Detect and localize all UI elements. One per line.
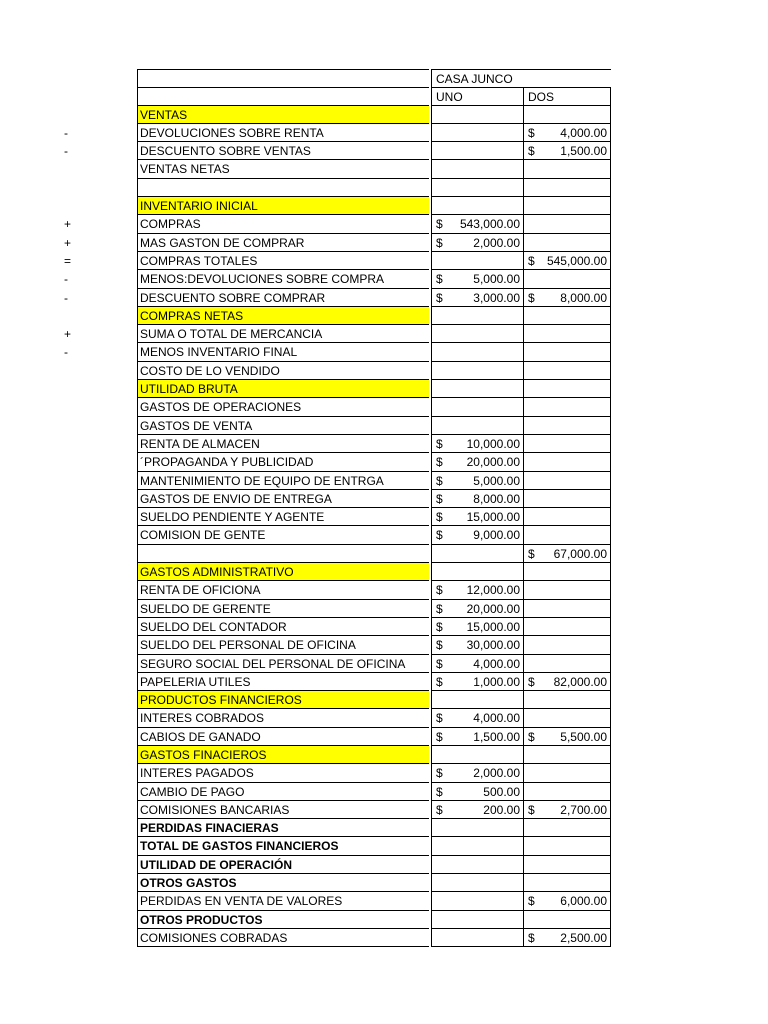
- row-dos-cell[interactable]: [523, 746, 611, 764]
- row-label-cell[interactable]: INVENTARIO INICIAL: [137, 197, 429, 215]
- table-row: [64, 234, 612, 252]
- row-label-cell[interactable]: CABIOS DE GANADO: [137, 728, 429, 746]
- column-header-dos[interactable]: [523, 87, 611, 105]
- row-uno-cell[interactable]: [431, 270, 523, 288]
- table-row: [64, 746, 612, 764]
- row-dos-cell[interactable]: [523, 179, 611, 197]
- currency-symbol: $: [528, 546, 535, 561]
- currency-symbol: $: [436, 436, 443, 451]
- table-row: [64, 325, 612, 343]
- row-uno-cell[interactable]: [431, 179, 523, 197]
- row-label-cell[interactable]: [137, 179, 429, 197]
- table-row: [64, 581, 612, 599]
- amount-value: 9,000.00: [473, 528, 520, 543]
- amount-value: 82,000.00: [553, 674, 607, 689]
- row-label-cell[interactable]: DEVOLUCIONES SOBRE RENTA: [137, 124, 429, 142]
- amount-value: 1,500.00: [473, 729, 520, 744]
- row-uno-cell[interactable]: [431, 545, 523, 563]
- amount-value: 4,000.00: [560, 125, 607, 140]
- currency-symbol: $: [436, 656, 443, 671]
- row-dos-cell[interactable]: [523, 215, 611, 233]
- row-uno-cell[interactable]: [431, 874, 523, 892]
- currency-symbol: $: [436, 272, 443, 287]
- table-row: [64, 435, 612, 453]
- row-dos-cell[interactable]: [523, 398, 611, 416]
- row-uno-cell[interactable]: [431, 837, 523, 855]
- row-label-cell[interactable]: PAPELERIA UTILES: [137, 673, 429, 691]
- table-row: [64, 764, 612, 782]
- amount-value: 10,000.00: [466, 436, 520, 451]
- row-uno-cell[interactable]: [431, 435, 523, 453]
- table-row: [64, 289, 612, 307]
- table-row: [64, 783, 612, 801]
- row-dos-cell[interactable]: [523, 472, 611, 490]
- row-uno-cell[interactable]: [431, 343, 523, 361]
- row-dos-cell[interactable]: [523, 252, 611, 270]
- currency-symbol: $: [436, 619, 443, 634]
- amount-value: 12,000.00: [466, 583, 520, 598]
- currency-symbol: $: [436, 638, 443, 653]
- row-label-cell[interactable]: DESCUENTO SOBRE VENTAS: [137, 142, 429, 160]
- currency-symbol: $: [436, 510, 443, 525]
- row-uno-cell[interactable]: [431, 160, 523, 178]
- row-dos-cell[interactable]: [523, 526, 611, 544]
- row-label-cell[interactable]: COMISIONES COBRADAS: [137, 929, 429, 947]
- row-sign: -: [64, 125, 68, 140]
- row-dos-cell[interactable]: [523, 307, 611, 325]
- row-dos-cell[interactable]: [523, 234, 611, 252]
- table-row: [64, 490, 612, 508]
- table-row: [64, 343, 612, 361]
- table-row: [64, 911, 612, 929]
- table-row: [64, 124, 612, 142]
- row-dos-cell[interactable]: [523, 362, 611, 380]
- table-row: [64, 618, 612, 636]
- currency-symbol: $: [436, 583, 443, 598]
- amount-value: 500.00: [483, 784, 520, 799]
- row-dos-cell[interactable]: [523, 545, 611, 563]
- row-label-cell[interactable]: OTROS PRODUCTOS: [137, 911, 429, 929]
- row-sign: -: [64, 345, 68, 360]
- row-label-cell[interactable]: PRODUCTOS FINANCIEROS: [137, 691, 429, 709]
- table-row: [64, 270, 612, 288]
- row-dos-cell[interactable]: [523, 197, 611, 215]
- amount-value: 67,000.00: [553, 546, 607, 561]
- row-label-cell[interactable]: COMPRAS: [137, 215, 429, 233]
- amount-value: 1,000.00: [473, 674, 520, 689]
- company-title: CASA JUNCO: [436, 72, 513, 86]
- row-dos-cell[interactable]: [523, 106, 611, 124]
- amount-value: 4,000.00: [473, 711, 520, 726]
- row-label-cell[interactable]: GASTOS DE VENTA: [137, 417, 429, 435]
- header-title-row: [64, 69, 612, 87]
- table-row: [64, 837, 612, 855]
- row-sign: -: [64, 290, 68, 305]
- amount-value: 543,000.00: [459, 217, 520, 232]
- amount-value: 5,500.00: [560, 729, 607, 744]
- row-dos-cell[interactable]: [523, 435, 611, 453]
- currency-symbol: $: [436, 711, 443, 726]
- row-uno-cell[interactable]: [431, 636, 523, 654]
- row-label-cell[interactable]: DESCUENTO SOBRE COMPRAR: [137, 289, 429, 307]
- table-row: [64, 728, 612, 746]
- row-sign: +: [64, 235, 72, 250]
- table-row: [64, 472, 612, 490]
- row-uno-cell[interactable]: [431, 325, 523, 343]
- currency-symbol: $: [528, 290, 535, 305]
- row-label-cell[interactable]: ´PROPAGANDA Y PUBLICIDAD: [137, 453, 429, 471]
- row-label-cell[interactable]: TOTAL DE GASTOS FINANCIEROS: [137, 837, 429, 855]
- amount-value: 1,500.00: [560, 144, 607, 159]
- row-dos-cell[interactable]: [523, 856, 611, 874]
- amount-value: 200.00: [483, 802, 520, 817]
- amount-value: 20,000.00: [466, 455, 520, 470]
- row-uno-cell[interactable]: [431, 581, 523, 599]
- row-uno-cell[interactable]: [431, 746, 523, 764]
- header-columns-row: [64, 87, 612, 105]
- row-uno-cell[interactable]: [431, 142, 523, 160]
- amount-value: 8,000.00: [560, 290, 607, 305]
- row-label-cell[interactable]: [137, 545, 429, 563]
- table-row: [64, 709, 612, 727]
- row-dos-cell[interactable]: [523, 380, 611, 398]
- table-row: [64, 655, 612, 673]
- row-label-cell[interactable]: MANTENIMIENTO DE EQUIPO DE ENTRGA: [137, 472, 429, 490]
- table-row: [64, 874, 612, 892]
- row-label-cell[interactable]: SUELDO DEL PERSONAL DE OFICINA: [137, 636, 429, 654]
- row-dos-cell[interactable]: [523, 911, 611, 929]
- amount-value: 5,000.00: [473, 473, 520, 488]
- row-label-cell[interactable]: MENOS:DEVOLUCIONES SOBRE COMPRA: [137, 270, 429, 288]
- table-row: [64, 453, 612, 471]
- row-uno-cell[interactable]: [431, 929, 523, 947]
- table-row: [64, 179, 612, 197]
- amount-value: 2,000.00: [473, 235, 520, 250]
- amount-value: 8,000.00: [473, 491, 520, 506]
- row-dos-cell[interactable]: [523, 289, 611, 307]
- row-label-cell[interactable]: SEGURO SOCIAL DEL PERSONAL DE OFICINA: [137, 655, 429, 673]
- row-label-cell[interactable]: COMISION DE GENTE: [137, 526, 429, 544]
- currency-symbol: $: [436, 601, 443, 616]
- table-row: [64, 252, 612, 270]
- currency-symbol: $: [436, 235, 443, 250]
- row-uno-cell[interactable]: [431, 289, 523, 307]
- table-row: [64, 508, 612, 526]
- row-dos-cell[interactable]: [523, 270, 611, 288]
- table-row: [64, 892, 612, 910]
- row-uno-cell[interactable]: [431, 380, 523, 398]
- row-dos-cell[interactable]: [523, 655, 611, 673]
- row-label-cell[interactable]: SUELDO DE GERENTE: [137, 600, 429, 618]
- row-label-cell[interactable]: GASTOS DE OPERACIONES: [137, 398, 429, 416]
- row-label-cell[interactable]: COMPRAS NETAS: [137, 307, 429, 325]
- row-uno-cell[interactable]: [431, 106, 523, 124]
- row-sign: =: [64, 253, 72, 268]
- table-row: [64, 801, 612, 819]
- currency-symbol: $: [528, 894, 535, 909]
- row-dos-cell[interactable]: [523, 142, 611, 160]
- row-dos-cell[interactable]: [523, 929, 611, 947]
- amount-value: 2,500.00: [560, 930, 607, 945]
- row-uno-cell[interactable]: [431, 892, 523, 910]
- currency-symbol: $: [436, 766, 443, 781]
- column-header-uno[interactable]: [431, 87, 523, 105]
- table-row: [64, 362, 612, 380]
- currency-symbol: $: [436, 455, 443, 470]
- row-dos-cell[interactable]: [523, 874, 611, 892]
- row-uno-cell[interactable]: [431, 307, 523, 325]
- table-row: [64, 160, 612, 178]
- row-uno-cell[interactable]: [431, 819, 523, 837]
- row-uno-cell[interactable]: [431, 252, 523, 270]
- table-row: [64, 398, 612, 416]
- header-title-cell-2[interactable]: [523, 69, 611, 87]
- row-label-cell[interactable]: UTILIDAD BRUTA: [137, 380, 429, 398]
- row-label-cell[interactable]: GASTOS DE ENVIO DE ENTREGA: [137, 490, 429, 508]
- currency-symbol: $: [528, 674, 535, 689]
- row-uno-cell[interactable]: [431, 563, 523, 581]
- row-dos-cell[interactable]: [523, 490, 611, 508]
- row-uno-cell[interactable]: [431, 728, 523, 746]
- row-label-cell[interactable]: COMPRAS TOTALES: [137, 252, 429, 270]
- income-statement-table: [64, 69, 612, 947]
- table-row: [64, 673, 612, 691]
- amount-value: 2,000.00: [473, 766, 520, 781]
- row-label-cell[interactable]: COSTO DE LO VENDIDO: [137, 362, 429, 380]
- amount-value: 2,700.00: [560, 802, 607, 817]
- table-row: [64, 307, 612, 325]
- row-dos-cell[interactable]: [523, 581, 611, 599]
- row-sign: -: [64, 272, 68, 287]
- row-dos-cell[interactable]: [523, 783, 611, 801]
- row-uno-cell[interactable]: [431, 801, 523, 819]
- row-uno-cell[interactable]: [431, 709, 523, 727]
- currency-symbol: $: [528, 729, 535, 744]
- row-uno-cell[interactable]: [431, 124, 523, 142]
- row-uno-cell[interactable]: [431, 362, 523, 380]
- row-uno-cell[interactable]: [431, 764, 523, 782]
- row-uno-cell[interactable]: [431, 490, 523, 508]
- table-row: [64, 636, 612, 654]
- row-dos-cell[interactable]: [523, 325, 611, 343]
- row-uno-cell[interactable]: [431, 600, 523, 618]
- table-row: [64, 215, 612, 233]
- row-label-cell[interactable]: PERDIDAS EN VENTA DE VALORES: [137, 892, 429, 910]
- amount-value: 20,000.00: [466, 601, 520, 616]
- row-uno-cell[interactable]: [431, 783, 523, 801]
- table-row: [64, 929, 612, 947]
- currency-symbol: $: [436, 217, 443, 232]
- row-label-cell[interactable]: SUELDO DEL CONTADOR: [137, 618, 429, 636]
- table-row: [64, 142, 612, 160]
- row-uno-cell[interactable]: [431, 655, 523, 673]
- table-row: [64, 819, 612, 837]
- row-sign: -: [64, 144, 68, 159]
- row-label-cell[interactable]: VENTAS NETAS: [137, 160, 429, 178]
- amount-value: 4,000.00: [473, 656, 520, 671]
- column-header-uno-text: UNO: [436, 90, 463, 105]
- currency-symbol: $: [528, 802, 535, 817]
- currency-symbol: $: [528, 253, 535, 268]
- row-label-cell[interactable]: COMISIONES BANCARIAS: [137, 801, 429, 819]
- table-row: [64, 691, 612, 709]
- row-uno-cell[interactable]: [431, 911, 523, 929]
- row-dos-cell[interactable]: [523, 563, 611, 581]
- row-label-cell[interactable]: MENOS INVENTARIO FINAL: [137, 343, 429, 361]
- row-label-cell[interactable]: GASTOS ADMINISTRATIVO: [137, 563, 429, 581]
- row-dos-cell[interactable]: [523, 600, 611, 618]
- row-dos-cell[interactable]: [523, 618, 611, 636]
- amount-value: 15,000.00: [466, 619, 520, 634]
- table-row: [64, 600, 612, 618]
- column-header-dos-text: DOS: [528, 90, 555, 105]
- table-row: [64, 545, 612, 563]
- row-dos-cell[interactable]: [523, 801, 611, 819]
- row-dos-cell[interactable]: [523, 124, 611, 142]
- row-label-cell[interactable]: INTERES PAGADOS: [137, 764, 429, 782]
- row-label-cell[interactable]: RENTA DE ALMACEN: [137, 435, 429, 453]
- header-label-cell[interactable]: [137, 69, 429, 87]
- amount-value: 6,000.00: [560, 894, 607, 909]
- row-dos-cell[interactable]: [523, 892, 611, 910]
- currency-symbol: $: [436, 528, 443, 543]
- row-dos-cell[interactable]: [523, 764, 611, 782]
- row-dos-cell[interactable]: [523, 160, 611, 178]
- header-title-cell[interactable]: [431, 69, 523, 87]
- currency-symbol: $: [436, 674, 443, 689]
- currency-symbol: $: [528, 144, 535, 159]
- row-uno-cell[interactable]: [431, 472, 523, 490]
- amount-value: 545,000.00: [546, 253, 607, 268]
- row-uno-cell[interactable]: [431, 453, 523, 471]
- row-label-cell[interactable]: CAMBIO DE PAGO: [137, 783, 429, 801]
- row-dos-cell[interactable]: [523, 508, 611, 526]
- row-dos-cell[interactable]: [523, 709, 611, 727]
- row-label-cell[interactable]: PERDIDAS FINACIERAS: [137, 819, 429, 837]
- row-dos-cell[interactable]: [523, 691, 611, 709]
- row-label-cell[interactable]: SUMA O TOTAL DE MERCANCIA: [137, 325, 429, 343]
- row-dos-cell[interactable]: [523, 819, 611, 837]
- row-label-cell[interactable]: INTERES COBRADOS: [137, 709, 429, 727]
- row-label-cell[interactable]: RENTA DE OFICIONA: [137, 581, 429, 599]
- row-label-cell[interactable]: MAS GASTON DE COMPRAR: [137, 234, 429, 252]
- row-uno-cell[interactable]: [431, 197, 523, 215]
- header-columns-label-cell[interactable]: [137, 87, 429, 105]
- row-uno-cell[interactable]: [431, 417, 523, 435]
- row-uno-cell[interactable]: [431, 691, 523, 709]
- currency-symbol: $: [528, 930, 535, 945]
- table-row: [64, 380, 612, 398]
- currency-symbol: $: [436, 802, 443, 817]
- row-dos-cell[interactable]: [523, 673, 611, 691]
- row-uno-cell[interactable]: [431, 856, 523, 874]
- table-row: [64, 526, 612, 544]
- row-uno-cell[interactable]: [431, 673, 523, 691]
- row-label-cell[interactable]: SUELDO PENDIENTE Y AGENTE: [137, 508, 429, 526]
- row-label-cell[interactable]: VENTAS: [137, 106, 429, 124]
- table-row: [64, 563, 612, 581]
- row-dos-cell[interactable]: [523, 728, 611, 746]
- row-sign: +: [64, 327, 72, 342]
- row-dos-cell[interactable]: [523, 837, 611, 855]
- amount-value: 5,000.00: [473, 272, 520, 287]
- table-body: [64, 106, 612, 948]
- currency-symbol: $: [436, 491, 443, 506]
- row-label-cell[interactable]: OTROS GASTOS: [137, 874, 429, 892]
- row-uno-cell[interactable]: [431, 234, 523, 252]
- currency-symbol: $: [436, 729, 443, 744]
- currency-symbol: $: [436, 290, 443, 305]
- currency-symbol: $: [436, 473, 443, 488]
- row-dos-cell[interactable]: [523, 636, 611, 654]
- row-uno-cell[interactable]: [431, 508, 523, 526]
- row-label-cell[interactable]: UTILIDAD DE OPERACIÓN: [137, 856, 429, 874]
- row-dos-cell[interactable]: [523, 343, 611, 361]
- table-row: [64, 106, 612, 124]
- row-dos-cell[interactable]: [523, 417, 611, 435]
- row-uno-cell[interactable]: [431, 215, 523, 233]
- row-uno-cell[interactable]: [431, 618, 523, 636]
- amount-value: 15,000.00: [466, 510, 520, 525]
- table-row: [64, 856, 612, 874]
- row-sign: +: [64, 217, 72, 232]
- row-label-cell[interactable]: GASTOS FINACIEROS: [137, 746, 429, 764]
- table-row: [64, 417, 612, 435]
- amount-value: 3,000.00: [473, 290, 520, 305]
- row-dos-cell[interactable]: [523, 453, 611, 471]
- table-row: [64, 197, 612, 215]
- currency-symbol: $: [436, 784, 443, 799]
- amount-value: 30,000.00: [466, 638, 520, 653]
- row-uno-cell[interactable]: [431, 526, 523, 544]
- row-uno-cell[interactable]: [431, 398, 523, 416]
- currency-symbol: $: [528, 125, 535, 140]
